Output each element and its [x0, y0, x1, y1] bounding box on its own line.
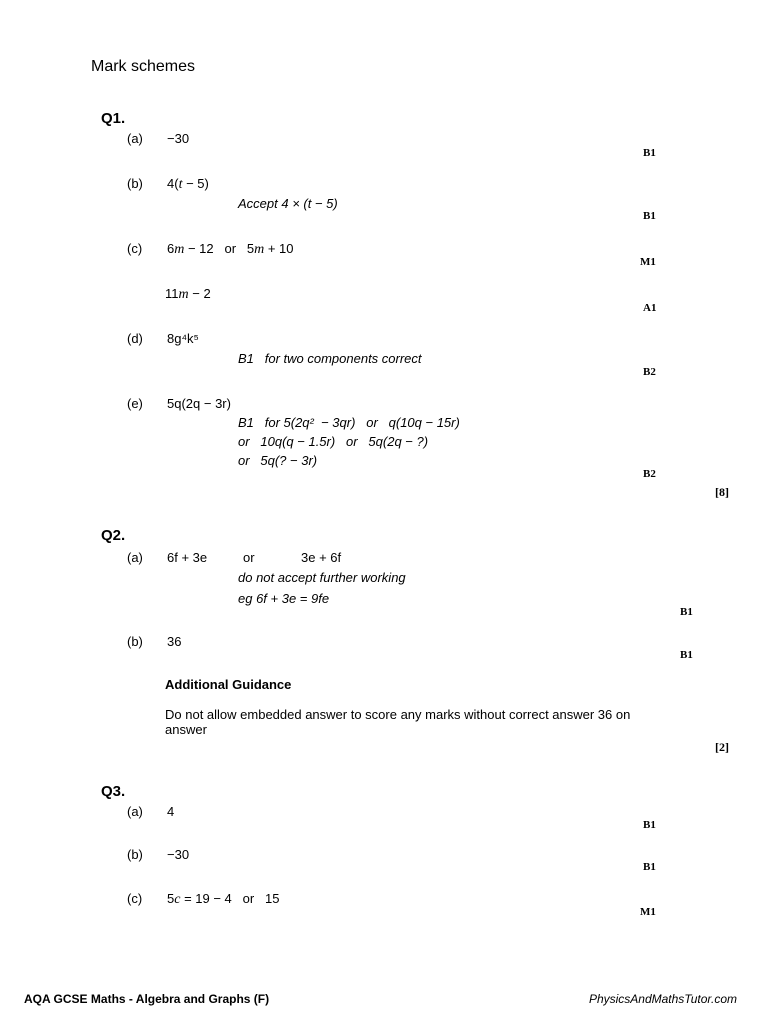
q3-part-a-mark: B1: [643, 819, 656, 831]
q2-part-a-note-1: do not accept further working: [238, 570, 406, 585]
q3-part-c-answer: 5c = 19 − 4 or 15: [167, 891, 280, 907]
q1-part-a-mark: B1: [643, 147, 656, 159]
q1-part-d-mark: B2: [643, 366, 656, 378]
q1-part-a-answer: −30: [167, 131, 190, 146]
q2-part-a-label: (a): [127, 550, 143, 565]
q2-part-a-note-2: eg 6f + 3e = 9fe: [238, 591, 330, 606]
footer-site-link[interactable]: PhysicsAndMathsTutor.com: [588, 992, 737, 1006]
q2-part-b-label: (b): [127, 634, 143, 649]
q1-part-c-answer-2: 11m − 2: [165, 286, 211, 302]
q1-part-b-mark: B1: [643, 210, 656, 222]
q3-part-c-label: (c): [127, 891, 143, 906]
q3-part-b-answer: −30: [167, 847, 190, 862]
q1-part-b-note: Accept 4 × (t − 5): [238, 196, 338, 211]
q1-part-c-mark: M1: [640, 256, 656, 268]
q1-part-e-note-3: or 5q(? − 3r): [238, 453, 318, 468]
q2-part-b-mark: B1: [680, 649, 693, 661]
additional-guidance-text: Do not allow embedded answer to score any marks without correct answer 36 on answer: [165, 707, 631, 737]
q1-part-c-answer: 6m − 12 or 5m + 10: [167, 241, 294, 257]
q3-part-a-label: (a): [127, 804, 143, 819]
footer-course-title: AQA GCSE Maths - Algebra and Graphs (F): [24, 992, 270, 1006]
q1-part-c-label: (c): [127, 241, 143, 256]
q1-part-b-answer: 4(t − 5): [167, 176, 209, 192]
page-title: Mark schemes: [91, 58, 196, 75]
q2-part-a-mark: B1: [680, 606, 693, 618]
q1-part-b-label: (b): [127, 176, 143, 191]
q3-part-c-mark: M1: [640, 906, 656, 918]
q3-part-a-answer: 4: [167, 804, 175, 819]
q2-total-marks: [2]: [715, 740, 729, 754]
additional-guidance-heading: Additional Guidance: [165, 677, 292, 692]
q1-part-e-mark: B2: [643, 468, 656, 480]
q1-part-a-label: (a): [127, 131, 143, 146]
q1-part-e-label: (e): [127, 396, 143, 411]
q2-part-a-answer-1: 6f + 3e: [167, 550, 208, 565]
q1-part-e-note-2: or 10q(q − 1.5r) or 5q(2q − ?): [238, 434, 429, 449]
q1-part-d-answer: 8g⁴k⁵: [167, 331, 199, 346]
question-3-heading: Q3.: [101, 783, 126, 800]
q1-part-d-label: (d): [127, 331, 143, 346]
q1-part-d-note: B1 for two components correct: [238, 351, 422, 366]
q3-part-b-label: (b): [127, 847, 143, 862]
q2-part-a-or: or: [243, 550, 255, 565]
question-1-heading: Q1.: [101, 110, 126, 127]
q1-total-marks: [8]: [715, 485, 729, 499]
q1-part-e-answer: 5q(2q − 3r): [167, 396, 231, 411]
q1-part-e-note-1: B1 for 5(2q² − 3qr) or q(10q − 15r): [238, 415, 460, 430]
question-2-heading: Q2.: [101, 527, 126, 544]
q1-part-c-mark-2: A1: [643, 302, 657, 314]
q2-part-a-answer-2: 3e + 6f: [301, 550, 342, 565]
q3-part-b-mark: B1: [643, 861, 656, 873]
q2-part-b-answer: 36: [167, 634, 182, 649]
